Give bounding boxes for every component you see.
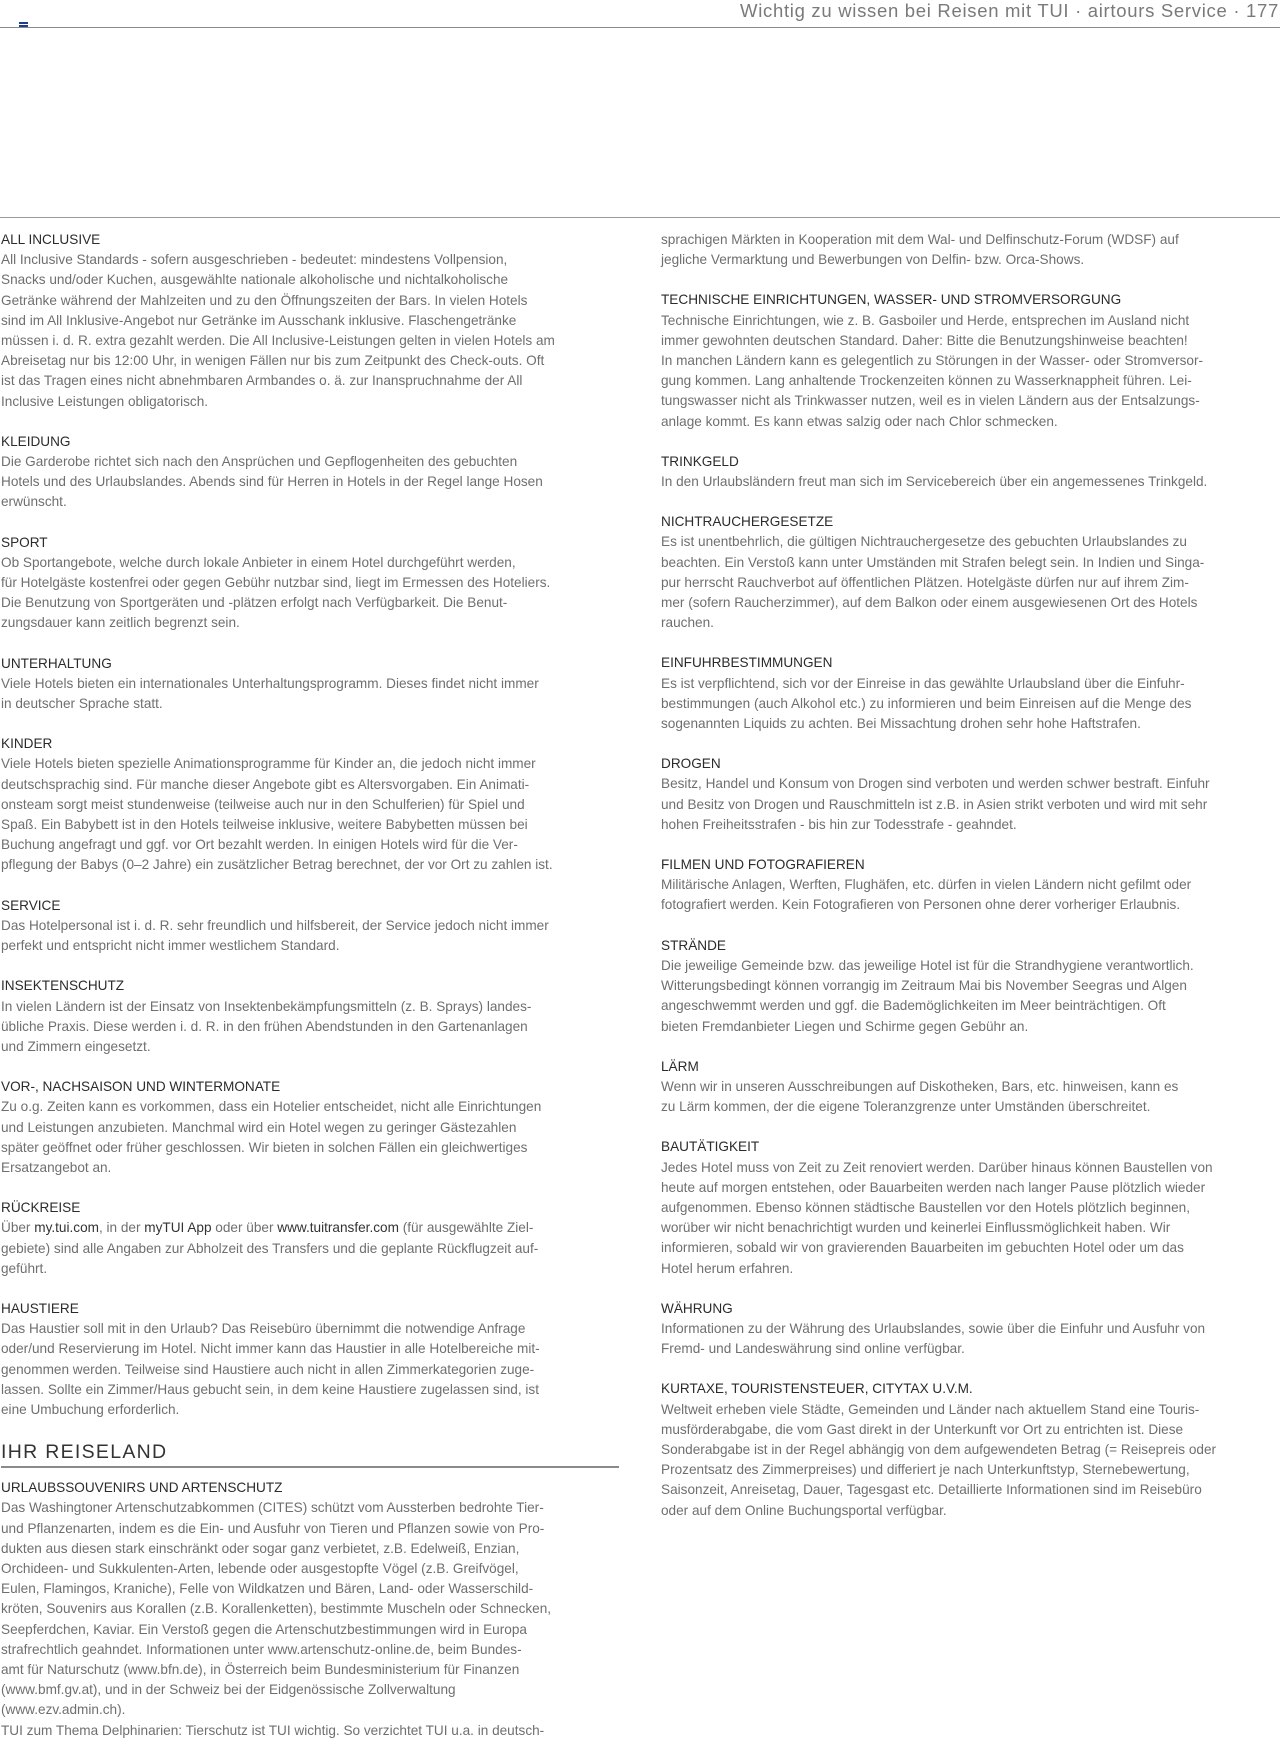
body-line: sogenannten Liquids zu achten. Bei Missachtung drohen sehr hohe Haftstrafen. — [661, 716, 1141, 732]
body-line: geführt. — [1, 1260, 48, 1276]
body-line: gebiete) sind alle Angaben zur Abholzeit des Transfers und die geplante Rückflugzeit auf- — [1, 1240, 539, 1256]
section-heading: VOR-, NACHSAISON UND WINTERMONATE — [1, 1079, 281, 1095]
body-line: oder auf dem Online Buchungsportal verfügbar. — [661, 1502, 947, 1518]
section-body — [1, 997, 619, 1058]
section-heading: FILMEN UND FOTOGRAFIEREN — [661, 857, 865, 873]
body-line: Orchideen- und Sukkulenten-Arten, lebende oder ausgestopfte Vögel (z.B. Greifvögel, — [1, 1560, 519, 1576]
section-body — [661, 1400, 1279, 1521]
body-line: Viele Hotels bieten ein internationales Unterhaltungsprogramm. Dieses findet nicht immer — [1, 675, 539, 691]
section-heading: DROGEN — [661, 756, 721, 772]
body-line: Witterungsbedingt können vorrangig im Zeitraum Mai bis November Seegras und Algen — [661, 978, 1187, 994]
chapter-header — [1, 1440, 619, 1468]
body-line: Ersatzangebot an. — [1, 1159, 112, 1175]
body-line: Das Hotelpersonal ist i. d. R. sehr freundlich und hilfsbereit, der Service jedoch nicht immer — [1, 917, 549, 933]
section-heading: KLEIDUNG — [1, 433, 71, 449]
section-body — [661, 472, 1279, 492]
body-line: angeschwemmt werden und ggf. die Bademöglichkeiten im Meer beinträchtigen. Oft — [661, 998, 1166, 1014]
body-line: anlage kommt. Es kann etwas salzig oder nach Chlor schmecken. — [661, 413, 1058, 429]
section-heading: UNTERHALTUNG — [1, 655, 112, 671]
body-line: zungsdauer kann zeitlich begrenzt sein. — [1, 615, 240, 631]
body-line: deutschsprachig sind. Für manche dieser Angebote gibt es Altersvorgaben. Ein Animati- — [1, 776, 530, 792]
section-body — [661, 956, 1279, 1037]
body-line: Weltweit erheben viele Städte, Gemeinden und Länder nach aktuellem Stand eine Touris- — [661, 1401, 1200, 1417]
section-filmen-und-fotografieren — [661, 855, 1279, 916]
body-line: amt für Naturschutz (www.bfn.de), in Österreich beim Bundesministerium für Finanzen — [1, 1661, 520, 1677]
body-text-fragment: , in der — [98, 1220, 145, 1236]
body-line: Es ist unentbehrlich, die gültigen Nichtrauchergesetze des gebuchten Urlaubslandes zu — [661, 534, 1187, 550]
body-line: kröten, Souvenirs aus Korallen (z.B. Korallenketten), bestimmte Muscheln oder Schnecken, — [1, 1601, 552, 1617]
body-line: Viele Hotels bieten spezielle Animationsprogramme für Kinder an, die jedoch nicht immer — [1, 756, 536, 772]
section-heading: ALL INCLUSIVE — [1, 232, 101, 247]
body-line: beachten. Ein Verstoß kann unter Umständen mit Strafen belegt sein. In Indien und Singa- — [661, 554, 1205, 570]
section-body — [1, 553, 619, 634]
body-line: Das Washingtoner Artenschutzabkommen (CITES) schützt vom Aussterben bedrohte Tier- — [1, 1500, 544, 1516]
section-kurtaxe-touristensteuer-citytax-u-v-m — [661, 1379, 1279, 1520]
section-trinkgeld — [661, 452, 1279, 492]
left-column — [1, 230, 619, 1761]
section-body — [661, 674, 1279, 735]
body-line: in deutscher Sprache statt. — [1, 696, 163, 712]
body-line: gung kommen. Lang anhaltende Trockenzeiten können zu Wasserknappheit führen. Lei- — [661, 373, 1192, 389]
section-body — [661, 230, 1279, 270]
body-line: übliche Praxis. Diese werden i. d. R. in den frühen Abendstunden in den Gartenanlagen — [1, 1018, 528, 1034]
section-kinder — [1, 734, 619, 875]
body-line: perfekt und entspricht nicht immer westlichem Standard. — [1, 938, 340, 954]
section-unterhaltung — [1, 654, 619, 715]
body-line: bestimmungen (auch Alkohol etc.) zu informieren und beim Einreisen auf die Menge des — [661, 695, 1192, 711]
body-line: müssen i. d. R. extra gezahlt werden. Die All Inclusive-Leistungen gelten in vielen Hotels am — [1, 333, 555, 349]
right-sections — [661, 230, 1279, 1521]
body-text-fragment: (für ausgewählte Ziel- — [398, 1220, 534, 1236]
body-text-fragment: oder über — [211, 1220, 278, 1236]
body-line: Die jeweilige Gemeinde bzw. das jeweilige Hotel ist für die Strandhygiene verantwortlich. — [661, 957, 1194, 973]
section-heading: KINDER — [1, 736, 53, 752]
section-heading: INSEKTENSCHUTZ — [1, 978, 125, 994]
body-line: lassen. Sollte ein Zimmer/Haus gebucht sein, in dem keine Haustiere zugelassen sind, ist — [1, 1381, 539, 1397]
section-laerm — [661, 1057, 1279, 1118]
body-line: (www.bmf.gv.at), und in der Schweiz bei der Eidgenössische Zollverwaltung — [1, 1682, 456, 1698]
body-line: oder/und Reservierung im Hotel. Nicht immer kann das Haustier in alle Hotelbereiche mit- — [1, 1341, 540, 1357]
body-line: Die Garderobe richtet sich nach den Ansprüchen und Gepflogenheiten des gebuchten — [1, 454, 518, 470]
body-line: pflegung der Babys (0–2 Jahre) ein zusätzlicher Betrag berechnet, der vor Ort zu zahlen ist. — [1, 857, 553, 873]
body-line: eine Umbuchung erforderlich. — [1, 1401, 180, 1417]
body-line: Sonderabgabe ist in der Regel abhängig von dem aufgewendeten Betrag (= Reisepreis oder — [661, 1441, 1217, 1457]
body-line: erwünscht. — [1, 494, 67, 510]
body-line: In manchen Ländern kann es gelegentlich zu Störungen in der Wasser- oder Stromversor- — [661, 353, 1204, 369]
body-line: TUI zum Thema Delphinarien: Tierschutz ist TUI wichtig. So verzichtet TUI u.a. in deutsch- — [1, 1722, 545, 1738]
section-heading: NICHTRAUCHERGESETZE — [661, 514, 834, 530]
section-continued-text — [661, 230, 1279, 270]
body-line: Fremd- und Landeswährung sind online verfügbar. — [661, 1341, 965, 1357]
section-heading: STRÄNDE — [661, 937, 726, 953]
page-header — [0, 0, 1280, 30]
body-line: Saisonzeit, Anreisetag, Dauer, Tagesgast etc. Detaillierte Informationen sind im Reisebüro — [661, 1482, 1202, 1498]
body-line: Wenn wir in unseren Ausschreibungen auf Diskotheken, Bars, etc. hinweisen, kann es — [661, 1078, 1179, 1094]
body-line: Besitz, Handel und Konsum von Drogen sind verboten und werden schwer bestraft. Einfuhr — [661, 776, 1210, 792]
section-bautaetigkeit — [661, 1137, 1279, 1278]
text-link[interactable]: www.tuitransfer.com — [277, 1220, 399, 1236]
body-line: für Hotelgäste kostenfrei oder gegen Gebühr nutzbar sind, liegt im Ermessen des Hoteliers. — [1, 575, 551, 591]
section-heading: TRINKGELD — [661, 453, 739, 469]
section-body — [661, 1319, 1279, 1359]
section-rueckreise — [1, 1198, 619, 1279]
section-body — [1, 1319, 619, 1420]
body-line: bieten Fremdanbieter Liegen und Schirme gegen Gebühr an. — [661, 1018, 1029, 1034]
body-line: dukten aus diesen stark einschränkt oder sogar ganz verbietet, z.B. Edelweiß, Enzian, — [1, 1540, 520, 1556]
body-line: ist das Tragen eines nicht abnehmbaren Armbandes o. ä. zur Inanspruchnahme der All — [1, 373, 523, 389]
body-line: informieren, sobald wir von gravierenden Bauarbeiten im gebuchten Hotel oder um das — [661, 1240, 1184, 1256]
body-line: rauchen. — [661, 615, 714, 631]
left-after-chapter-sections — [1, 1478, 619, 1741]
section-haustiere — [1, 1299, 619, 1420]
body-line: und Zimmern eingesetzt. — [1, 1038, 151, 1054]
body-line: Militärische Anlagen, Werften, Flughäfen, etc. dürfen in vielen Ländern nicht gefilmt oder — [661, 877, 1192, 893]
body-line: worüber wir nicht benachrichtigt wurden und keinerlei Einflussmöglichkeit haben. Wir — [661, 1220, 1171, 1236]
section-body — [661, 1158, 1279, 1279]
body-line: hohen Freiheitsstrafen - bis hin zur Todesstrafe - geahndet. — [661, 816, 1017, 832]
body-line: onsteam sorgt meist stundenweise (teilweise auch nur in den Schulferien) für Spiel und — [1, 796, 525, 812]
right-column — [661, 230, 1279, 1541]
body-line: pur herrscht Rauchverbot auf öffentlichen Plätzen. Hotelgäste dürfen nur auf ihrem Zim- — [661, 574, 1189, 590]
section-body — [661, 1077, 1279, 1117]
section-urlaubssouvenirs-und-artenschutz — [1, 1478, 619, 1741]
section-body — [1, 754, 619, 875]
body-line: Inclusive Leistungen obligatorisch. — [1, 393, 209, 409]
section-body — [1, 916, 619, 956]
body-line: Es ist verpflichtend, sich vor der Einreise in das gewählte Urlaubsland über die Einfuhr- — [661, 675, 1185, 691]
body-line: Abreisetag nur bis 12:00 Uhr, in wenigen Fällen nur bis zum Zeitpunkt des Check-outs. Oft — [1, 353, 545, 369]
body-line: Das Haustier soll mit in den Urlaub? Das Reisebüro übernimmt die notwendige Anfrage — [1, 1321, 526, 1337]
text-link[interactable]: my.tui.com — [34, 1220, 99, 1236]
left-sections — [1, 230, 619, 1420]
body-line: jegliche Vermarktung und Bewerbungen von Delfin- bzw. Orca-Shows. — [661, 252, 1085, 268]
section-body — [1, 250, 619, 412]
section-heading: BAUTÄTIGKEIT — [661, 1139, 760, 1155]
body-line-links — [1, 1218, 619, 1238]
body-line: strafrechtlich geahndet. Informationen unter www.artenschutz-online.de, beim Bundes- — [1, 1641, 522, 1657]
body-line: aufgenommen. Ebenso können städtische Baustellen vor den Hotels plötzlich beginnen, — [661, 1199, 1190, 1215]
section-body — [1, 674, 619, 714]
section-body — [1, 1498, 619, 1740]
section-heading: WÄHRUNG — [661, 1300, 733, 1316]
section-body — [1, 452, 619, 513]
body-line: Ob Sportangebote, welche durch lokale Anbieter in einem Hotel durchgeführt werden, — [1, 554, 516, 570]
section-waehrung — [661, 1299, 1279, 1360]
chapter-title: IHR REISELAND — [1, 1441, 168, 1464]
body-line: Eulen, Flamingos, Kraniche), Felle von Wildkatzen und Bären, Land- oder Wasserschild- — [1, 1581, 534, 1597]
body-line: später geöffnet oder früher geschlossen. Wir bieten in solchen Fällen ein gleichwertiges — [1, 1139, 528, 1155]
body-line: Hotels und des Urlaubslandes. Abends sind für Herren in Hotels in der Regel lange Hosen — [1, 474, 543, 490]
section-body — [661, 532, 1279, 633]
body-line: Seepferdchen, Kaviar. Ein Verstoß gegen die Artenschutzbestimmungen wird in Europa — [1, 1621, 527, 1637]
content-top-rule — [0, 217, 1280, 218]
body-line: tungswasser nicht als Trinkwasser nutzen, weil es in vielen Ländern aus der Entsalzungs- — [661, 393, 1200, 409]
body-line: fotografiert werden. Kein Fotografieren von Personen ohne derer vorheriger Erlaubnis. — [661, 897, 1181, 913]
body-line: Hotel herum erfahren. — [661, 1260, 794, 1276]
section-all-inclusive — [1, 230, 619, 412]
body-line: Snacks und/oder Kuchen, ausgewählte nationale alkoholische und nichtalkoholische — [1, 272, 509, 288]
body-line: genommen werden. Teilweise sind Haustiere auch nicht in allen Zimmerkategorien zuge- — [1, 1361, 535, 1377]
body-line: Spaß. Ein Babybett ist in den Hotels teilweise inklusive, weitere Babybetten müssen bei — [1, 817, 528, 833]
section-heading: SPORT — [1, 534, 48, 550]
section-heading: RÜCKREISE — [1, 1200, 81, 1216]
body-line: zu Lärm kommen, der die eigene Toleranzgrenze unter Umständen überschreitet. — [661, 1099, 1151, 1115]
body-line: In vielen Ländern ist der Einsatz von Insektenbekämpfungsmitteln (z. B. Sprays) landes- — [1, 998, 532, 1014]
body-line: Informationen zu der Währung des Urlaubslandes, sowie über die Einfuhr und Ausfuhr von — [661, 1320, 1206, 1336]
body-line: (www.ezv.admin.ch). — [1, 1702, 126, 1718]
section-body — [1, 1218, 619, 1279]
body-line: sind im All Inklusive-Angebot nur Getränke im Ausschank inklusive. Flaschengetränke — [1, 312, 517, 328]
body-line: In den Urlaubsländern freut man sich im Servicebereich über ein angemessenes Trinkgeld. — [661, 474, 1208, 490]
section-heading: URLAUBSSOUVENIRS UND ARTENSCHUTZ — [1, 1480, 283, 1496]
body-line: All Inclusive Standards - sofern ausgeschrieben - bedeutet: mindestens Vollpension, — [1, 252, 508, 268]
body-line: Technische Einrichtungen, wie z. B. Gasboiler und Herde, entsprechen im Ausland nicht — [661, 312, 1190, 328]
body-line: musförderabgabe, die vom Gast direkt in der Unterkunft vor Ort zu entrichten ist. Diese — [661, 1421, 1184, 1437]
section-heading: EINFUHRBESTIMMUNGEN — [661, 655, 833, 671]
body-line: Prozentsatz des Zimmerpreises) und differiert je nach Unterkunftstyp, Sternebewertung, — [661, 1462, 1190, 1478]
body-line: Zu o.g. Zeiten kann es vorkommen, dass ein Hotelier entscheidet, nicht alle Einrichtungen — [1, 1099, 542, 1115]
body-line: immer gewohnten deutschen Standard. Daher: Bitte die Benutzungshinweise beachten! — [661, 332, 1188, 348]
section-heading: SERVICE — [1, 897, 61, 913]
body-text-fragment: Über — [1, 1220, 35, 1236]
body-line: Getränke während der Mahlzeiten und zu den Öffnungszeiten der Bars. In vielen Hotels — [1, 292, 528, 308]
body-line: mer (sofern Raucherzimmer), auf dem Balkon oder einem ausgewiesenen Ort des Hotels — [661, 595, 1198, 611]
text-link[interactable]: myTUI App — [144, 1220, 212, 1236]
section-body — [661, 774, 1279, 835]
section-body — [661, 311, 1279, 432]
section-drogen — [661, 754, 1279, 835]
body-line: Die Benutzung von Sportgeräten und -plätzen erfolgt nach Verfügbarkeit. Die Benut- — [1, 595, 508, 611]
body-line: und Besitz von Drogen und Rauschmitteln ist z.B. in Asien strikt verboten und wird mit sehr — [661, 796, 1208, 812]
section-heading: LÄRM — [661, 1058, 699, 1074]
body-line: sprachigen Märkten in Kooperation mit dem Wal- und Delfinschutz-Forum (WDSF) auf — [661, 232, 1179, 247]
section-technische-einrichtungen-wasser-und-stromversorgung — [661, 290, 1279, 431]
section-kleidung — [1, 432, 619, 513]
body-line: heute auf morgen entstehen, oder Bauarbeiten werden nach langer Pause plötzlich wieder — [661, 1179, 1206, 1195]
section-sport — [1, 533, 619, 634]
section-vor-nachsaison-und-wintermonate — [1, 1077, 619, 1178]
section-service — [1, 896, 619, 957]
header-rule — [0, 27, 1280, 28]
running-title: Wichtig zu wissen bei Reisen mit TUI · airtours Service · 177 — [740, 0, 1279, 21]
body-line: und Leistungen anzubieten. Manchmal wird ein Hotel wegen zu geringer Gästezahlen — [1, 1119, 517, 1135]
section-body — [661, 875, 1279, 915]
section-insektenschutz — [1, 976, 619, 1057]
section-straende — [661, 936, 1279, 1037]
section-einfuhrbestimmungen — [661, 653, 1279, 734]
section-heading: TECHNISCHE EINRICHTUNGEN, WASSER- UND STROMVERSORGUNG — [661, 292, 1122, 308]
body-line: Buchung angefragt und ggf. vor Ort bezahlt werden. In einigen Hotels wird für die Ver- — [1, 837, 518, 853]
section-nichtrauchergesetze — [661, 512, 1279, 633]
section-body — [1, 1097, 619, 1178]
section-heading: HAUSTIERE — [1, 1300, 79, 1316]
body-line: Jedes Hotel muss von Zeit zu Zeit renoviert werden. Darüber hinaus können Baustellen von — [661, 1159, 1213, 1175]
section-heading: KURTAXE, TOURISTENSTEUER, CITYTAX U.V.M. — [661, 1381, 973, 1397]
body-line: und Pflanzenarten, indem es die Ein- und Ausfuhr von Tieren und Pflanzen sowie von Pro- — [1, 1520, 545, 1536]
